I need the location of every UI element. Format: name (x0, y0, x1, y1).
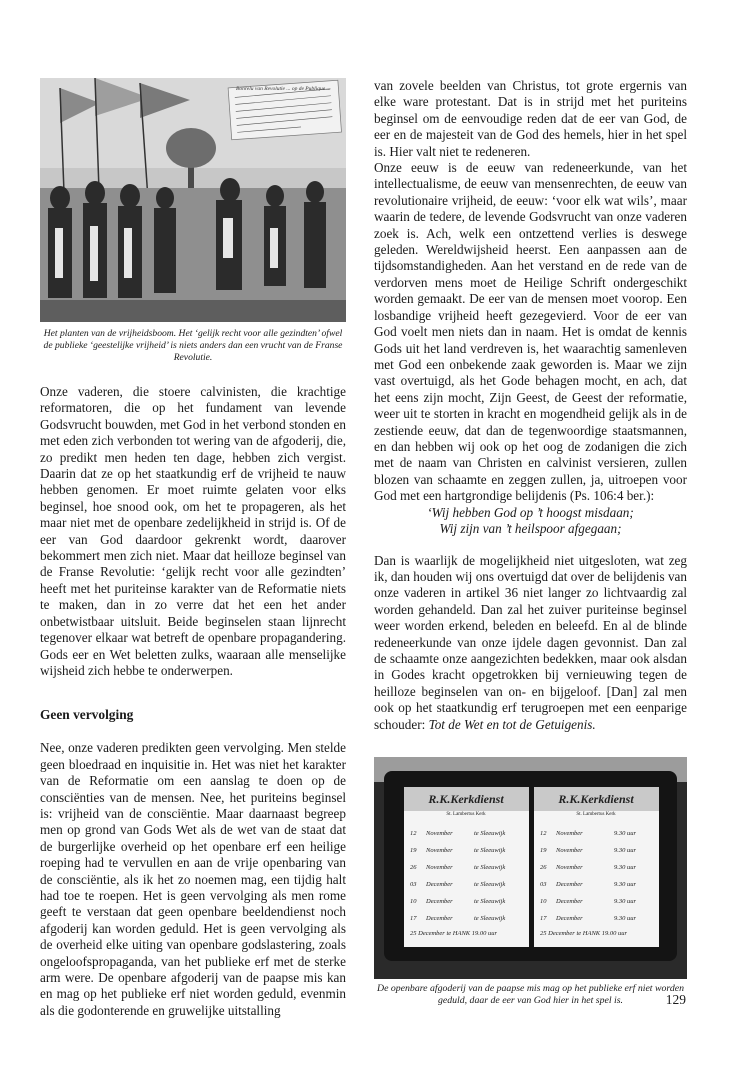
board-row-month: November (556, 847, 583, 855)
board-row-day: 17 (410, 915, 417, 923)
board-row-day: 19 (410, 847, 417, 855)
engraving-inscription: Bonrelu van Revolutie ... op de Publique ... (236, 86, 331, 92)
board-row-month: December (556, 915, 583, 923)
board-row-time: 9.30 uur (614, 881, 637, 889)
board-footer-left: 25 December te HANK 19.00 uur (410, 930, 498, 938)
left-column (40, 78, 346, 1019)
board-row-day: 03 (540, 881, 547, 889)
emphasis-text: Tot de Wet en tot de Getuigenis. (428, 716, 596, 732)
board-row-day: 19 (540, 847, 547, 855)
board-row-place: te Sleeuwijk (474, 830, 506, 838)
board-row-place: te Sleeuwijk (474, 847, 506, 855)
board-title-right: R.K.Kerkdienst (558, 792, 634, 807)
board-row-time: 9.30 uur (614, 898, 637, 906)
board-footer-right: 25 December te HANK 19.00 uur (540, 930, 628, 938)
liberty-tree-engraving (40, 78, 346, 322)
board-row-day: 12 (540, 830, 547, 838)
body-paragraph: van zovele beelden van Christus, tot grote ergernis van elke ware protestant. Dat is in strijd met het puriteins beginsel om de eenvoudige reden dat de eer van God, de eer en de majesteit van de God des hemels, hier in het spel is. Hier valt niet te redeneren. (374, 78, 687, 159)
board-subtitle-left: St. Lambertus Kerk (446, 812, 486, 818)
board-row-place: te Sleeuwijk (474, 898, 506, 906)
board-row-time: 9.30 uur (614, 847, 637, 855)
body-paragraph: Onze eeuw is de eeuw van redeneerkunde, van het intellectualisme, de eeuw van mensenrechten, de eeuw van revolutionaire vrijheid, de eeuw: ‘voor elk wat wils’, maar waarin de tedere, de levende Godsvrucht van onze vaderen zoek is. Ach, welk een ontzettend verlies is deswege geleden. Wereldwijsheid heerst. Een aanpassen aan de tijdsomstandigheden. Aan het verstand en de rede van de verdorven mens moet de Heilige Schrift ondergeschikt worden gemaakt. De eer van de mensen moet voorop. Een losbandige vrijheid heeft gezegevierd. Voor de eer van God voelt men niets dan in naam. Het is omdat de kennis Gods uit het land verdreven is, het waarachtig samenleven met God een onbekende zaak geworden is. Maar we zijn vast overtuigd, als het Gode behagen mocht, en ach, dat het eens zijn mocht, Zijn Geest, de Geest der reformatie, weer uit te storten in kracht en mogendheid gelijk als in de zestiende eeuw, dat dan de tegenwoordige staatsmannen, en dan hebben wij ook op het oog de zodanigen die zich met de naam van Christen en calvinist versieren, zullen blozen van schaamte en zeggen zullen, ja, uitroepen voor God met een hartgrondige belijdenis (Ps. 106:4 ber.): (374, 160, 687, 504)
body-paragraph: Nee, onze vaderen predikten geen vervolging. Men stelde geen bloedraad en inquisitie in. Het was niet het karakter van de Reformatie om een aanslag te doen op de consciënties van de mensen. Nee, het puriteins beginsel is: vrijheid van de consciëntie. Maar daarnaast begreep men op grond van Gods Wet als de wet van de staat dat de burgerlijke overheid op het openbare erf een heilige roeping had te vervullen en aan de vrije openbaring van de consciëntie, als ik het zo noemen mag, een tijdig halt had toe te roepen. Het is geen vervolging als men rome geeft te verstaan dat geen openbare beeldendienst noch afgoderij kan worden geduld. Het is geen vervolging als de overheid elke uiting van openbare godslastering, zoals ongeloofspropaganda, van het publieke erf met de sterke arm were. De openbare afgoderij van de paapse mis kan en mag op het publieke erf niet worden geduld, evenmin als die godonterende en gruwelijke uitstalling (40, 740, 346, 1018)
figure-caption-notice-board: De openbare afgoderij van de paapse mis mag op het publieke erf niet worden geduld, daar de eer van God hier in het spel is. (377, 983, 684, 1007)
board-row-place: te Sleeuwijk (474, 864, 506, 872)
board-row-month: December (556, 898, 583, 906)
board-row-month: November (556, 864, 583, 872)
board-row-day: 26 (410, 864, 417, 872)
board-title-left: R.K.Kerkdienst (428, 792, 504, 807)
board-row-day: 03 (410, 881, 417, 889)
notice-board-illustration (374, 757, 687, 979)
board-row-day: 10 (410, 898, 417, 906)
board-row-month: December (426, 915, 453, 923)
board-row-month: November (556, 830, 583, 838)
psalm-quote-line: Wij zijn van ’t heilspoor afgegaan; (439, 520, 622, 536)
section-heading: Geen vervolging (40, 707, 134, 723)
board-row-day: 17 (540, 915, 547, 923)
board-row-month: December (556, 881, 583, 889)
board-row-day: 12 (410, 830, 417, 838)
page-number: 129 (665, 992, 686, 1007)
engraving-illustration (40, 78, 346, 322)
body-paragraph: Onze vaderen, die stoere calvinisten, die krachtige reformatoren, die op het fundament van levende Godsvrucht bouwden, met God in het verbond stonden en met eden zich verbonden tot wering van de afgoderij, die, zo predikt men heden ten dage, hebben zich vergist. Daarin dat ze op het staatkundig erf de vrijheid te nauw hebben genomen. Er moet ruimte gelaten voor elks beginsel, hoe snood ook, om het te propageren, als het maar niet met de openbare zedelijkheid in strijd is. Of de eer van God daardoor gekrenkt wordt, daarover bekommert men zich niet. Maar dat heilloze beginsel van de Franse Revolutie: ‘gelijk recht voor alle gezindten’ heeft met het puriteinse karakter van de Reformatie niets te maken, dan in zo verre dat het een het ander onbetwistbaar uitsluit. Beide beginselen staan lijnrecht tegenover elkaar wat betreft de openbare propagandering. Gods eer en Wet beletten zulks, waaraan alle menselijke wijsheid zich hebbe te onderwerpen. (40, 384, 346, 678)
board-row-month: December (426, 881, 453, 889)
board-row-month: December (426, 898, 453, 906)
psalm-quote-line: ‘Wij hebben God op ’t hoogst misdaan; (427, 504, 634, 520)
board-row-time: 9.30 uur (614, 830, 637, 838)
board-row-day: 26 (540, 864, 547, 872)
board-row-time: 9.30 uur (614, 915, 637, 923)
board-row-month: November (426, 830, 453, 838)
board-row-month: November (426, 864, 453, 872)
body-text: Dan is waarlijk de mogelijkheid niet uitgesloten, wat zeg ik, dan houden wij ons overtuigd dat over de belijdenis van onze vaderen in artikel 36 niet langer zo lichtvaardig zal worden gehandeld. Dan zal het zuiver puriteinse beginsel weer worden erkend, beleden en beleefd. En al de blinde redeneerkunde van onze ijdele dagen gevonnist. Dan zal de schaamte onze aangezichten bedekken, maar ook alsdan in Godes kracht opgetrokken bij vernieuwing tegen de heilloze beginselen van on- en bijgeloof. [Dan] zal men ook op het staatkundig erf terugroepen met een eenparige schouder: (374, 552, 687, 732)
board-row-day: 10 (540, 898, 547, 906)
board-subtitle-right: St. Lambertus Kerk (576, 812, 616, 818)
board-row-time: 9.30 uur (614, 864, 637, 872)
right-column (374, 78, 687, 1007)
board-row-place: te Sleeuwijk (474, 915, 506, 923)
body-paragraph (374, 553, 687, 733)
figure-caption-liberty-tree: Het planten van de vrijheidsboom. Het ‘gelijk recht voor alle gezindten’ ofwel de publieke ‘geestelijke vrijheid’ is niets anders dan een vrucht van de Franse Revolutie. (43, 328, 343, 363)
church-notice-board-photo (374, 757, 687, 979)
board-row-place: te Sleeuwijk (474, 881, 506, 889)
board-row-month: November (426, 847, 453, 855)
